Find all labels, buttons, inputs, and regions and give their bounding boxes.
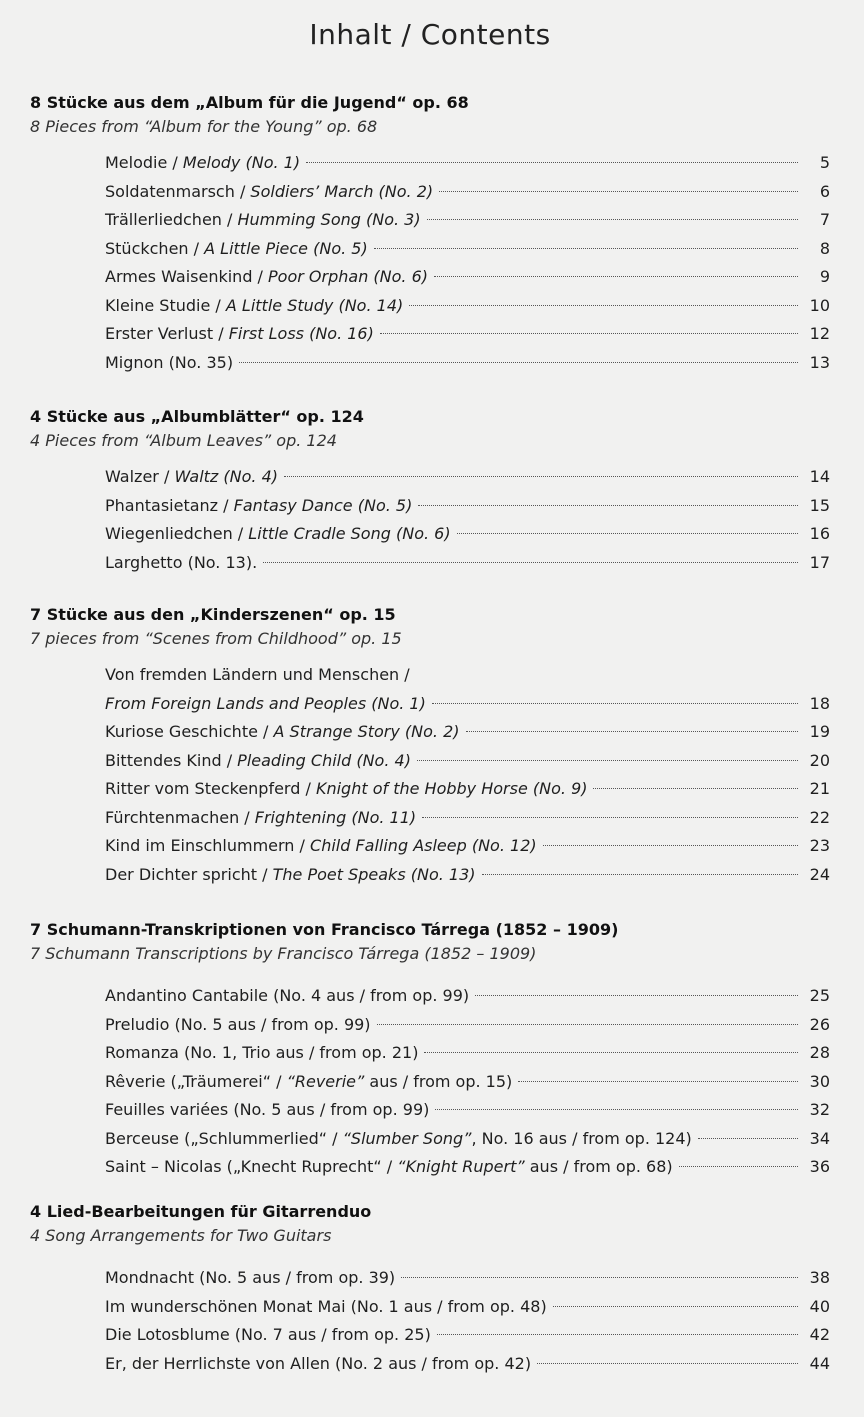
entry-title-en: Fantasy Dance (No. 5) (233, 495, 413, 515)
page-number: 22 (809, 807, 830, 827)
entry-title-en: The Poet Speaks (No. 13) (272, 864, 476, 884)
toc-entry (105, 492, 830, 521)
dot-leader (427, 219, 798, 220)
section-heading: 8 Stücke aus dem „Album für die Jugend“ op. 68 (30, 93, 469, 112)
toc-entry (105, 661, 830, 690)
page-number: 8 (819, 238, 830, 258)
toc-entry (105, 832, 830, 861)
page-number: 26 (809, 1014, 830, 1034)
section-subheading: 8 Pieces from “Album for the Young” op. 68 (30, 117, 378, 136)
section-lied-bearbeitungen (30, 1200, 830, 1378)
page-number: 21 (809, 779, 830, 798)
section-heading: 7 Stücke aus den „Kinderszenen“ op. 15 (30, 605, 396, 624)
section-kinderszenen (30, 603, 830, 889)
page-number: 14 (809, 467, 830, 486)
entry-title-de: Larghetto (No. 13). (105, 552, 258, 572)
entry-title-de: Walzer / (105, 467, 175, 486)
entry-list (105, 1264, 830, 1378)
toc-entry (105, 861, 830, 890)
entry-title-de: Stückchen / (105, 238, 205, 258)
page-number: 30 (809, 1071, 830, 1091)
entry-title-en: Knight of the Hobby Horse (No. 9) (315, 779, 588, 798)
entry-title-en: Pleading Child (No. 4) (237, 750, 411, 770)
entry-title-de: Die Lotosblume (No. 7 aus / from op. 25) (105, 1325, 431, 1344)
page-number: 19 (809, 722, 830, 741)
entry-title-de: Romanza (No. 1, Trio aus / from op. 21) (105, 1043, 419, 1062)
entry-title-rest: aus / from op. 15) (364, 1071, 513, 1091)
toc-entry (105, 149, 830, 178)
page-number: 15 (809, 495, 830, 515)
entry-title-en: A Strange Story (No. 2) (273, 722, 460, 741)
entry-title-de: Preludio (No. 5 aus / from op. 99) (105, 1014, 371, 1034)
page-title: Inhalt / Contents (309, 18, 551, 51)
entry-title-en: Waltz (No. 4) (174, 467, 278, 486)
page-number: 20 (809, 750, 830, 770)
section-tarrega-transcriptions (30, 918, 830, 1182)
page-number: 40 (809, 1296, 830, 1316)
toc-entry (105, 549, 830, 578)
dot-leader (401, 1277, 798, 1278)
page-number: 7 (819, 210, 830, 229)
dot-leader (437, 1334, 798, 1335)
dot-leader (434, 276, 798, 277)
entry-title-en: Soldiers’ March (No. 2) (250, 181, 434, 201)
dot-leader (679, 1166, 798, 1167)
entry-list (105, 982, 830, 1182)
dot-leader (543, 845, 798, 846)
section-subheading: 4 Song Arrangements for Two Guitars (30, 1226, 332, 1245)
toc-entry (105, 1096, 830, 1125)
toc-entry (105, 178, 830, 207)
page-number: 10 (809, 295, 830, 315)
entry-title-de: Rêverie („Träumerei“ / (105, 1071, 287, 1091)
entry-title-de: Wiegenliedchen / (105, 524, 249, 543)
entry-title-de: Kind im Einschlummern / (105, 836, 311, 855)
toc-entry (105, 718, 830, 747)
toc-entry (105, 235, 830, 264)
entry-title-en: “Knight Rupert” (397, 1157, 525, 1176)
entry-title-en: A Little Piece (No. 5) (204, 238, 368, 258)
dot-leader (380, 333, 798, 334)
entry-title-en: “Reverie” (286, 1071, 365, 1091)
toc-entry (105, 263, 830, 292)
toc-entry (105, 292, 830, 321)
toc-entry (105, 1293, 830, 1322)
dot-leader (263, 562, 798, 563)
entry-title-de: Von fremden Ländern und Menschen / (105, 665, 410, 684)
entry-title-de: Er, der Herrlichste von Allen (No. 2 aus / from op. 42) (105, 1353, 532, 1373)
dot-leader (422, 817, 798, 818)
toc-entry (105, 1125, 830, 1154)
toc-entry (105, 982, 830, 1011)
entry-title-de: Der Dichter spricht / (105, 864, 273, 884)
page-number: 32 (809, 1100, 830, 1119)
dot-leader (424, 1052, 798, 1053)
page-number: 9 (819, 267, 830, 286)
dot-leader (306, 162, 798, 163)
dot-leader (537, 1363, 798, 1364)
toc-entry (105, 520, 830, 549)
entry-title-de: Erster Verlust / (105, 324, 229, 343)
page-number: 38 (809, 1268, 830, 1287)
entry-title-de: Mondnacht (No. 5 aus / from op. 39) (105, 1268, 396, 1287)
entry-title-de: Melodie / (105, 153, 183, 172)
toc-entry (105, 1153, 830, 1182)
entry-title-en: Frightening (No. 11) (254, 807, 417, 827)
page-number: 36 (809, 1157, 830, 1176)
dot-leader (417, 760, 798, 761)
page-number: 12 (809, 324, 830, 343)
dot-leader (593, 788, 798, 789)
entry-list (105, 149, 830, 377)
page-number: 17 (809, 552, 830, 572)
entry-title-de: Fürchtenmachen / (105, 807, 255, 827)
toc-entry (105, 747, 830, 776)
page-number: 42 (809, 1325, 830, 1344)
page-number: 28 (809, 1043, 830, 1062)
page-number: 13 (809, 352, 830, 372)
entry-title-de: Berceuse („Schlummerlied“ / (105, 1128, 343, 1148)
dot-leader (432, 703, 798, 704)
entry-list (105, 463, 830, 577)
page-number: 25 (809, 986, 830, 1005)
dot-leader (553, 1306, 798, 1307)
section-heading: 7 Schumann-Transkriptionen von Francisco Tárrega (1852 – 1909) (30, 920, 619, 939)
section-album-fuer-die-jugend (30, 91, 830, 377)
entry-title-de: Kuriose Geschichte / (105, 722, 274, 741)
dot-leader (466, 731, 798, 732)
toc-entry (105, 320, 830, 349)
entry-title-en: First Loss (No. 16) (228, 324, 374, 343)
dot-leader (284, 476, 798, 477)
entry-title-en: “Slumber Song” (342, 1128, 472, 1148)
toc-entry (105, 1011, 830, 1040)
dot-leader (374, 248, 798, 249)
entry-title-de: Phantasietanz / (105, 495, 234, 515)
entry-title-en: From Foreign Lands and Peoples (No. 1) (105, 693, 426, 713)
section-heading: 4 Lied-Bearbeitungen für Gitarrenduo (30, 1202, 372, 1221)
dot-leader (239, 362, 798, 363)
toc-entry (105, 1264, 830, 1293)
dot-leader (435, 1109, 798, 1110)
entry-title-de: Armes Waisenkind / (105, 267, 269, 286)
toc-entry (105, 463, 830, 492)
toc-entry (105, 1321, 830, 1350)
entry-list (105, 661, 830, 889)
entry-title-en: A Little Study (No. 14) (225, 295, 404, 315)
toc-entry (105, 775, 830, 804)
section-heading: 4 Stücke aus „Albumblätter“ op. 124 (30, 407, 364, 426)
entry-title-de: Ritter vom Steckenpferd / (105, 779, 316, 798)
toc-entry (105, 1350, 830, 1379)
section-albumblaetter (30, 405, 830, 577)
section-subheading: 4 Pieces from “Album Leaves” op. 124 (30, 431, 337, 450)
dot-leader (418, 505, 798, 506)
toc-entry (105, 690, 830, 719)
page-number: 44 (809, 1353, 830, 1373)
entry-title-rest: aus / from op. 68) (524, 1157, 673, 1176)
section-subheading: 7 pieces from “Scenes from Childhood” op. 15 (30, 629, 402, 648)
page-number: 34 (809, 1128, 830, 1148)
entry-title-de: Kleine Studie / (105, 295, 226, 315)
page-number: 6 (819, 181, 830, 201)
dot-leader (439, 191, 798, 192)
page-number: 23 (809, 836, 830, 855)
dot-leader (518, 1081, 798, 1082)
page-number: 18 (809, 693, 830, 713)
dot-leader (475, 995, 798, 996)
dot-leader (457, 533, 798, 534)
entry-title-en: Humming Song (No. 3) (237, 210, 421, 229)
toc-entry (105, 804, 830, 833)
dot-leader (377, 1024, 798, 1025)
section-subheading: 7 Schumann Transcriptions by Francisco Tárrega (1852 – 1909) (30, 944, 537, 963)
toc-entry (105, 1039, 830, 1068)
entry-title-de: Soldatenmarsch / (105, 181, 251, 201)
entry-title-de: Feuilles variées (No. 5 aus / from op. 99) (105, 1100, 430, 1119)
page-number: 24 (809, 864, 830, 884)
entry-title-de: Andantino Cantabile (No. 4 aus / from op. 99) (105, 986, 470, 1005)
entry-title-de: Mignon (No. 35) (105, 352, 234, 372)
toc-entry (105, 1068, 830, 1097)
entry-title-en: Poor Orphan (No. 6) (268, 267, 429, 286)
toc-entry (105, 206, 830, 235)
dot-leader (409, 305, 798, 306)
entry-title-de: Im wunderschönen Monat Mai (No. 1 aus / from op. 48) (105, 1296, 547, 1316)
toc-entry (105, 349, 830, 378)
entry-title-en: Little Cradle Song (No. 6) (248, 524, 451, 543)
entry-title-en: Melody (No. 1) (182, 153, 301, 172)
entry-title-en: Child Falling Asleep (No. 12) (310, 836, 537, 855)
page-number: 5 (819, 153, 830, 172)
entry-title-de: Bittendes Kind / (105, 750, 238, 770)
entry-title-de: Saint – Nicolas („Knecht Ruprecht“ / (105, 1157, 398, 1176)
dot-leader (482, 874, 798, 875)
entry-title-rest: , No. 16 aus / from op. 124) (471, 1128, 692, 1148)
dot-leader (698, 1138, 798, 1139)
entry-title-de: Trällerliedchen / (105, 210, 238, 229)
page-number: 16 (809, 524, 830, 543)
